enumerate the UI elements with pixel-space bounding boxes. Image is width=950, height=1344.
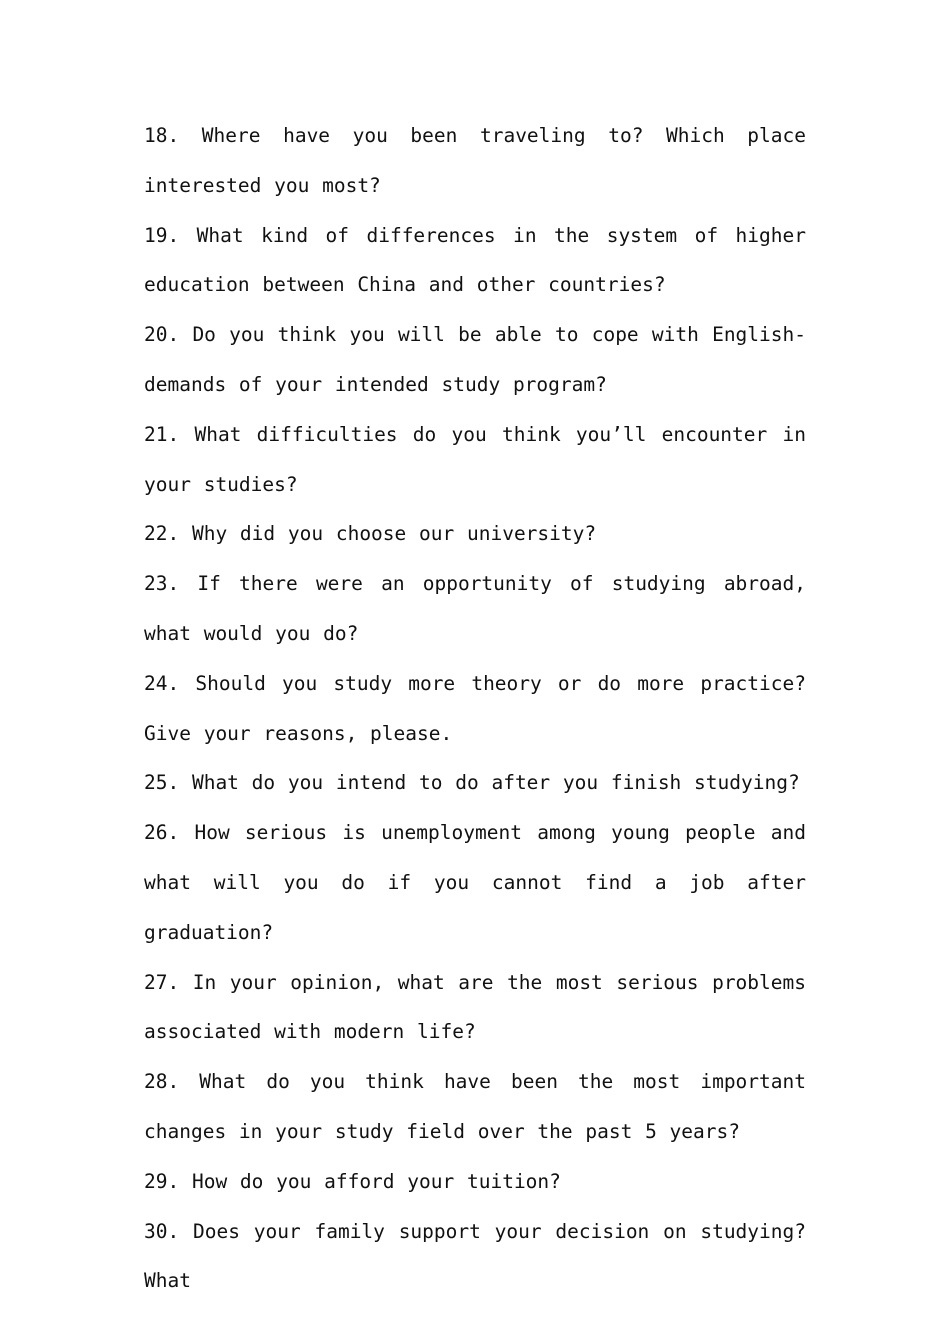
question-27: 27. In your opinion, what are the most serious problems associated with modern life?: [144, 970, 806, 1044]
question-18: 18. Where have you been traveling to? Which place interested you most?: [144, 124, 806, 197]
question-19: 19. What kind of differences in the system of higher education between China and other countries?: [144, 223, 806, 297]
question-28: 28. What do you think have been the most important changes in your study field over the past 5 years?: [144, 1070, 806, 1143]
question-20: 20. Do you think you will be able to cope with English-demands of your intended study program?: [144, 323, 806, 396]
question-list: [144, 111, 806, 1306]
question-26: 26. How serious is unemployment among young people and what will you do if you cannot find a job after graduation?: [144, 821, 806, 944]
question-24: 24. Should you study more theory or do more practice? Give your reasons, please.: [144, 671, 806, 745]
question-25: 25. What do you intend to do after you finish studying?: [144, 771, 800, 795]
question-29: 29. How do you afford your tuition?: [144, 1169, 561, 1193]
question-21: 21. What difficulties do you think you’ll encounter in your studies?: [144, 422, 806, 496]
question-23: 23. If there were an opportunity of studying abroad, what would you do?: [144, 572, 806, 645]
question-30: 30. Does your family support your decision on studying? What: [144, 1219, 806, 1293]
question-22: 22. Why did you choose our university?: [144, 522, 597, 546]
